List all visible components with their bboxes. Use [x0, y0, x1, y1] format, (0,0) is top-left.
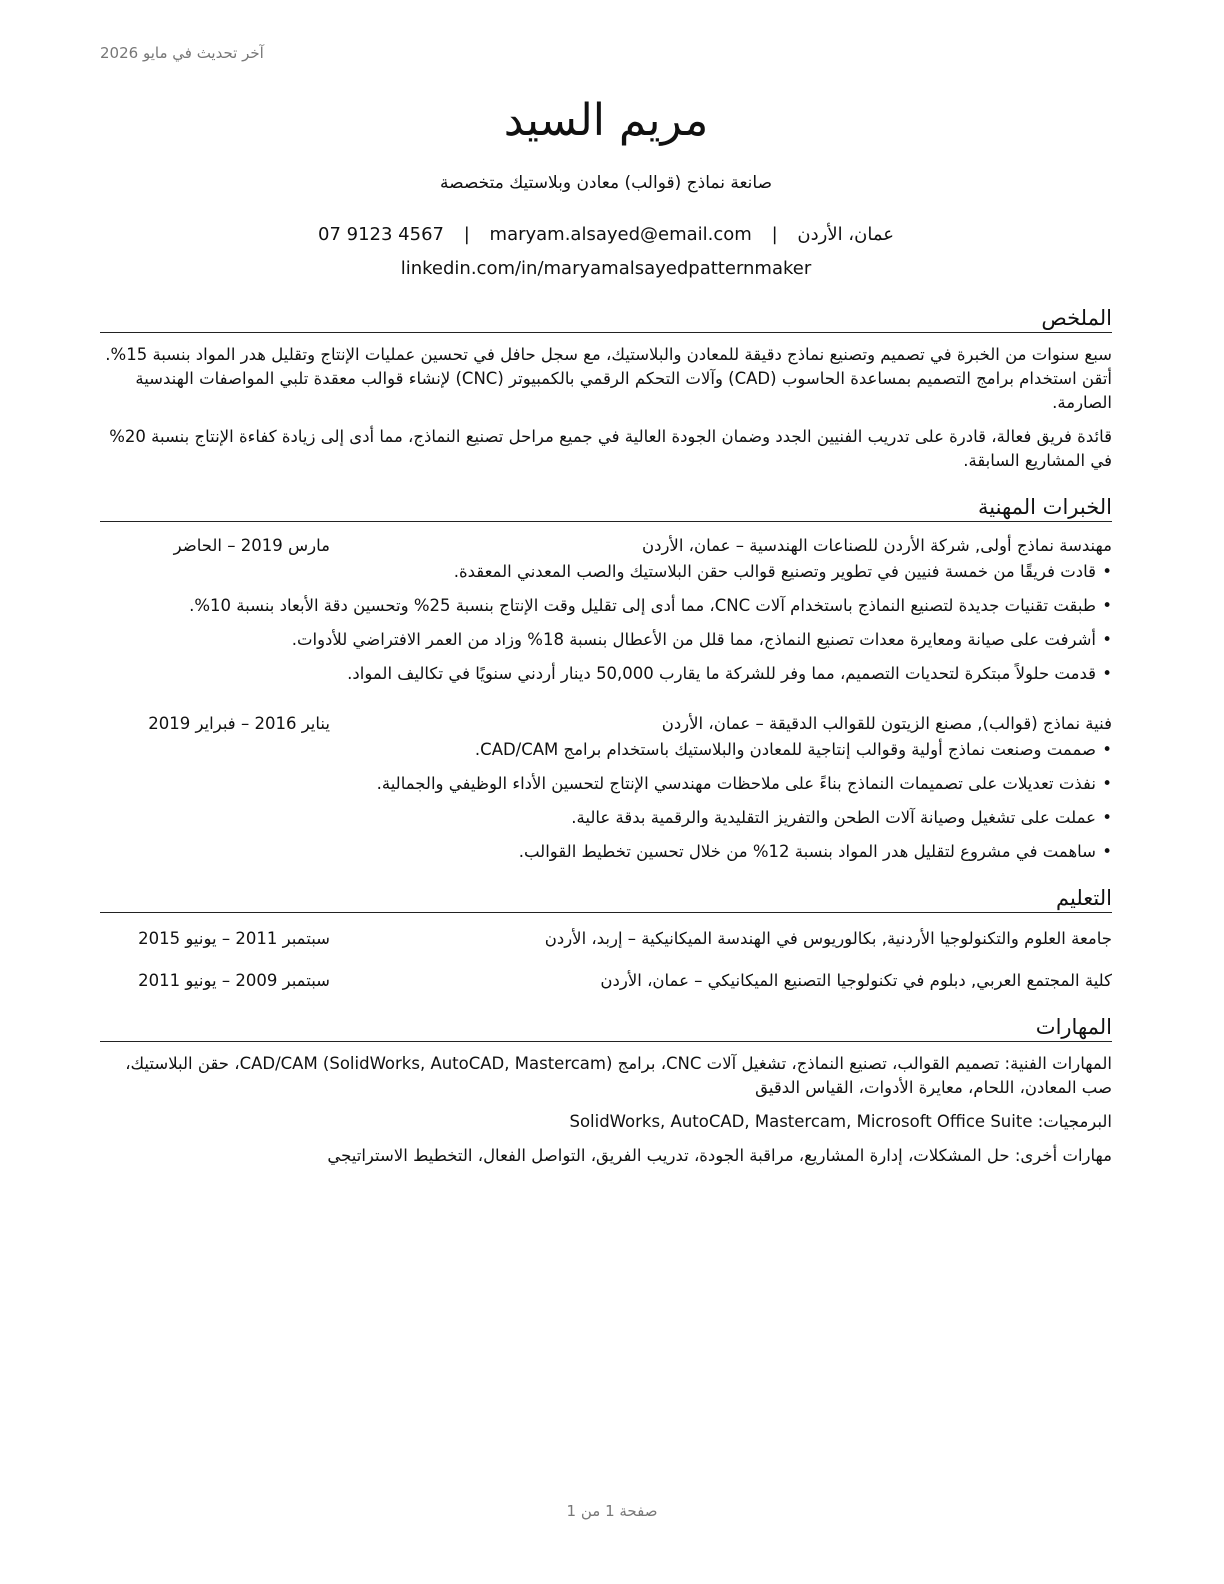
job-header [100, 712, 1112, 736]
section-heading-experience: الخبرات المهنية [100, 493, 1112, 522]
job-entry [100, 712, 1112, 864]
job-bullets [100, 560, 1112, 686]
education-entry [100, 969, 1112, 993]
section-heading-education: التعليم [100, 884, 1112, 913]
education-text: جامعة العلوم والتكنولوجيا الأردنية, بكالوريوس في الهندسة الميكانيكية – إربد، الأردن [544, 929, 1112, 948]
job-bullet: • قادت فريقًا من خمسة فنيين في تطوير وتصنيع قوالب حقن البلاستيك والصب المعدني المعقدة. [100, 560, 1112, 584]
summary-paragraph: قائدة فريق فعالة، قادرة على تدريب الفنيين الجدد وضمان الجودة العالية في جميع مراحل تصنيع النماذج، مما أدى إلى زيادة كفاءة الإنتاج بنسبة 20% في المشاريع السابقة. [109, 427, 1112, 470]
section-heading-summary: الملخص [100, 304, 1112, 333]
job-header [100, 534, 1112, 558]
job-bullet: • طبقت تقنيات جديدة لتصنيع النماذج باستخدام آلات CNC، مما أدى إلى تقليل وقت الإنتاج بنسبة 25% وتحسين دقة الأبعاد بنسبة 10%. [100, 594, 1112, 618]
job-bullet: • أشرفت على صيانة ومعايرة معدات تصنيع النماذج، مما قلل من الأعطال بنسبة 18% وزاد من العمر الافتراضي للأدوات. [100, 628, 1112, 652]
skills-line: المهارات الفنية: تصميم القوالب، تصنيع النماذج، تشغيل آلات CNC، برامج CAD/CAM (SolidWorks, AutoCAD, Mastercam)، حقن البلاستيك، صب المعادن، اللحام، معايرة الأدوات، القياس الدقيق [125, 1054, 1112, 1097]
job-entry [100, 534, 1112, 686]
last-updated: آخر تحديث في مايو 2026 [100, 44, 264, 62]
education-entry [100, 927, 1112, 951]
contact-separator: | [463, 224, 470, 245]
job-bullet: • صممت وصنعت نماذج أولية وقوالب إنتاجية للمعادن والبلاستيك باستخدام برامج CAD/CAM. [100, 738, 1112, 762]
contact-linkedin[interactable]: linkedin.com/in/maryamalsayedpatternmaker [400, 258, 812, 279]
job-bullets [100, 738, 1112, 864]
resume-page [100, 92, 1112, 1178]
education-dates: سبتمبر 2011 – يونيو 2015 [138, 929, 330, 948]
contact-email[interactable]: maryam.alsayed@email.com [489, 224, 752, 245]
job-dates: يناير 2016 – فبراير 2019 [148, 714, 330, 733]
job-bullet: • عملت على تشغيل وصيانة آلات الطحن والتفريز التقليدية والرقمية بدقة عالية. [100, 806, 1112, 830]
job-bullet: • ساهمت في مشروع لتقليل هدر المواد بنسبة 12% من خلال تحسين تخطيط القوالب. [100, 840, 1112, 864]
contact-separator: | [771, 224, 778, 245]
job-bullet: • قدمت حلولاً مبتكرة لتحديات التصميم، مما وفر للشركة ما يقارب 50,000 دينار أردني سنويًا في تكاليف المواد. [100, 662, 1112, 686]
job-dates: مارس 2019 – الحاضر [173, 536, 330, 555]
education-dates: سبتمبر 2009 – يونيو 2011 [138, 971, 330, 990]
education-text: كلية المجتمع العربي, دبلوم في تكنولوجيا التصنيع الميكانيكي – عمان، الأردن [600, 971, 1112, 990]
contact-line [100, 220, 1112, 250]
job-bullet: • نفذت تعديلات على تصميمات النماذج بناءً على ملاحظات مهندسي الإنتاج لتحسين الأداء الوظيفي والجمالية. [100, 772, 1112, 796]
candidate-name: مريم السيد [503, 95, 709, 146]
contact-linkedin-line [100, 254, 1112, 284]
skills-line: مهارات أخرى: حل المشكلات، إدارة المشاريع، مراقبة الجودة، تدريب الفريق، التواصل الفعال، التخطيط الاستراتيجي [327, 1146, 1112, 1165]
contact-phone: 07 9123 4567 [318, 224, 444, 245]
candidate-title: صانعة نماذج (قوالب) معادن وبلاستيك متخصصة [440, 173, 772, 193]
skills-line: البرمجيات: SolidWorks, AutoCAD, Mastercam, Microsoft Office Suite [569, 1112, 1112, 1131]
section-heading-skills: المهارات [100, 1013, 1112, 1042]
page-number: صفحة 1 من 1 [566, 1502, 658, 1520]
contact-location: عمان، الأردن [797, 224, 894, 245]
job-role-company: فنية نماذج (قوالب), مصنع الزيتون للقوالب الدقيقة – عمان، الأردن [661, 714, 1112, 733]
summary-paragraph: سبع سنوات من الخبرة في تصميم وتصنيع نماذج دقيقة للمعادن والبلاستيك، مع سجل حافل في تحسين عمليات الإنتاج وتقليل هدر المواد بنسبة 15%. أتقن استخدام برامج التصميم بمساعدة الحاسوب (CAD) وآلات التحكم الرقمي بالكمبيوتر (CNC) لإنشاء قوالب معقدة تلبي المواصفات الهندسية الصارمة. [105, 345, 1112, 412]
job-role-company: مهندسة نماذج أولى, شركة الأردن للصناعات الهندسية – عمان، الأردن [641, 536, 1112, 555]
